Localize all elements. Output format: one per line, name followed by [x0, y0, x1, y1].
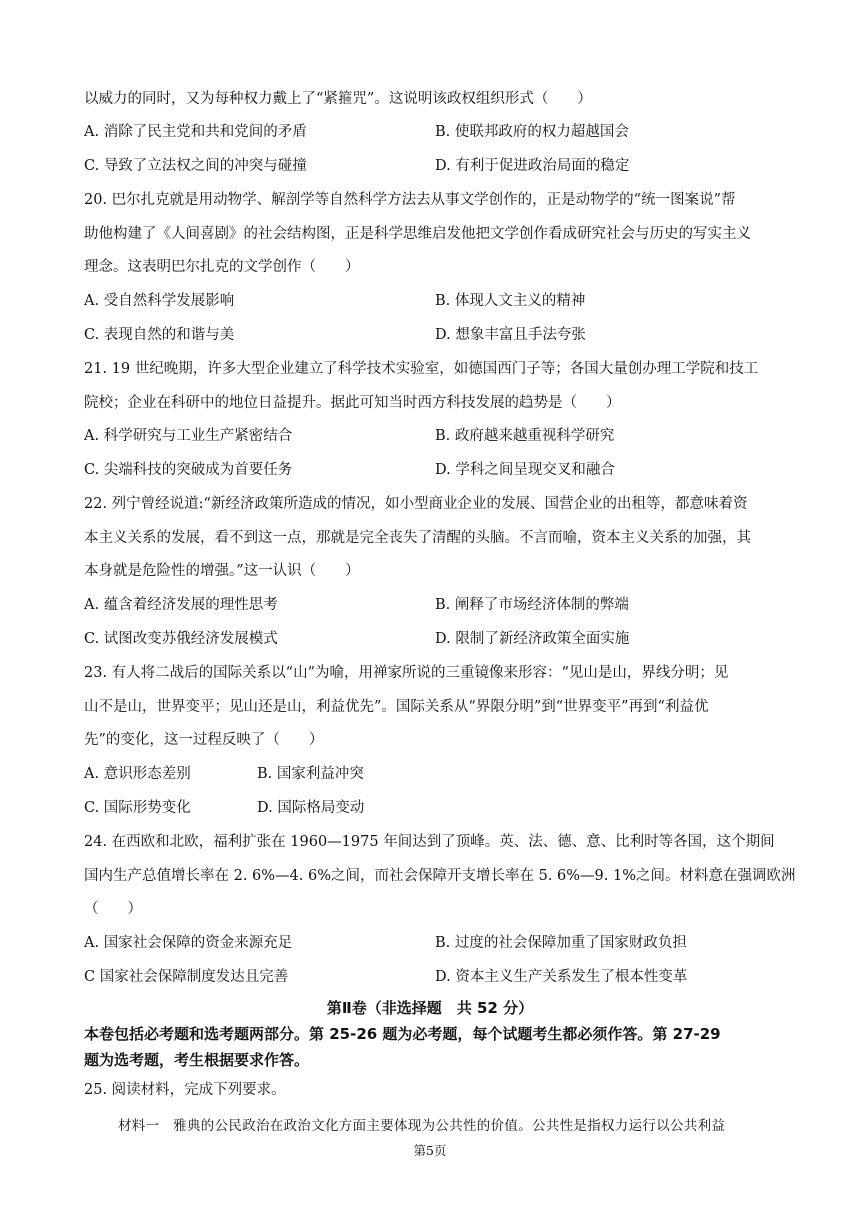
q24-option-a: A. 国家社会保障的资金来源充足	[84, 935, 293, 951]
q21-option-a: A. 科学研究与工业生产紧密结合	[84, 428, 293, 444]
q24-stem-line-3: （ ）	[84, 901, 142, 917]
page-number: 第5页	[413, 1143, 447, 1158]
q22-stem-line-1: 22. 列宁曾经说道:“新经济政策所造成的情况，如小型商业企业的发展、国营企业的出租等，都意味着资	[84, 496, 748, 512]
q20-stem-line-3: 理念。这表明巴尔扎克的文学创作（ ）	[84, 259, 360, 275]
part2-title: 第Ⅱ卷（非选择题 共 52 分）	[326, 999, 534, 1017]
q24-option-c: C 国家社会保障制度发达且完善	[84, 969, 289, 985]
q19-stem: 以威力的同时，又为每种权力戴上了“紧箍咒”。这说明该政权组织形式（ ）	[84, 91, 592, 107]
q23-stem-line-1: 23. 有人将二战后的国际关系以“山”为喻，用禅家所说的三重镜像来形容：“见山是山，界线分明；见	[84, 665, 729, 681]
q25-material-1: 材料一 雅典的公民政治在政治文化方面主要体现为公共性的价值。公共性是指权力运行以公共利益	[118, 1118, 726, 1134]
q21-stem-line-1: 21. 19 世纪晚期，许多大型企业建立了科学技术实验室，如德国西门子等；各国大量创办理工学院和技工	[84, 361, 759, 377]
q21-option-b: B. 政府越来越重视科学研究	[435, 428, 615, 444]
q22-option-d: D. 限制了新经济政策全面实施	[435, 631, 630, 647]
q19-option-c: C. 导致了立法权之间的冲突与碰撞	[84, 158, 307, 174]
q24-option-d: D. 资本主义生产关系发生了根本性变革	[435, 969, 688, 985]
q19-option-a: A. 消除了民主党和共和党间的矛盾	[84, 124, 307, 140]
q25-stem: 25. 阅读材料，完成下列要求。	[84, 1082, 286, 1098]
q20-option-d: D. 想象丰富且手法夸张	[435, 327, 586, 343]
q24-stem-line-2: 国内生产总值增长率在 2. 6%—4. 6%之间，而社会保障开支增长率在 5. 6%—9. 1%之间。材料意在强调欧洲	[84, 868, 796, 884]
q19-option-b: B. 使联邦政府的权力超越国会	[435, 124, 629, 140]
q23-option-a: A. 意识形态差别	[84, 766, 191, 782]
q23-option-c: C. 国际形势变化	[84, 800, 191, 816]
q21-option-d: D. 学科之间呈现交叉和融合	[435, 462, 615, 478]
q20-option-b: B. 体现人文主义的精神	[435, 293, 586, 309]
q22-stem-line-3: 本身就是危险性的增强。”这一认识（ ）	[84, 563, 360, 579]
q22-option-b: B. 阐释了市场经济体制的弊端	[435, 597, 629, 613]
q20-stem-line-2: 助他构建了《人间喜剧》的社会结构图，正是科学思维启发他把文学创作看成研究社会与历史的写实主义	[84, 226, 751, 242]
q20-option-c: C. 表现自然的和谐与美	[84, 327, 235, 343]
q19-option-d: D. 有利于促进政治局面的稳定	[435, 158, 630, 174]
q23-option-b: B. 国家利益冲突	[257, 766, 364, 782]
q23-stem-line-3: 先”的变化，这一过程反映了（ ）	[84, 732, 324, 748]
q20-stem-line-1: 20. 巴尔扎克就是用动物学、解剖学等自然科学方法去从事文学创作的，正是动物学的“统一图案说”帮	[84, 192, 736, 208]
q22-option-c: C. 试图改变苏俄经济发展模式	[84, 631, 278, 647]
q22-stem-line-2: 本主义关系的发展，看不到这一点，那就是完全丧失了清醒的头脑。不言而喻，资本主义关系的加强，其	[84, 530, 751, 546]
q23-stem-line-2: 山不是山，世界变平；见山还是山，利益优先”。国际关系从“界限分明”到“世界变平”再到“利益优	[84, 699, 709, 715]
part2-intro-line-1: 本卷包括必考题和选考题两部分。第 25-26 题为必考题，每个试题考生都必须作答。第 27-29	[84, 1025, 721, 1043]
q24-stem-line-1: 24. 在西欧和北欧，福利扩张在 1960—1975 年间达到了顶峰。英、法、德、意、比利时等各国，这个期间	[84, 834, 775, 850]
q21-option-c: C. 尖端科技的突破成为首要任务	[84, 462, 293, 478]
q20-option-a: A. 受自然科学发展影响	[84, 293, 235, 309]
part2-intro-line-2: 题为选考题，考生根据要求作答。	[84, 1051, 310, 1069]
q23-option-d: D. 国际格局变动	[257, 800, 365, 816]
q22-option-a: A. 蕴含着经济发展的理性思考	[84, 597, 278, 613]
q24-option-b: B. 过度的社会保障加重了国家财政负担	[435, 935, 687, 951]
q21-stem-line-2: 院校；企业在科研中的地位日益提升。据此可知当时西方科技发展的趋势是（ ）	[84, 395, 621, 411]
